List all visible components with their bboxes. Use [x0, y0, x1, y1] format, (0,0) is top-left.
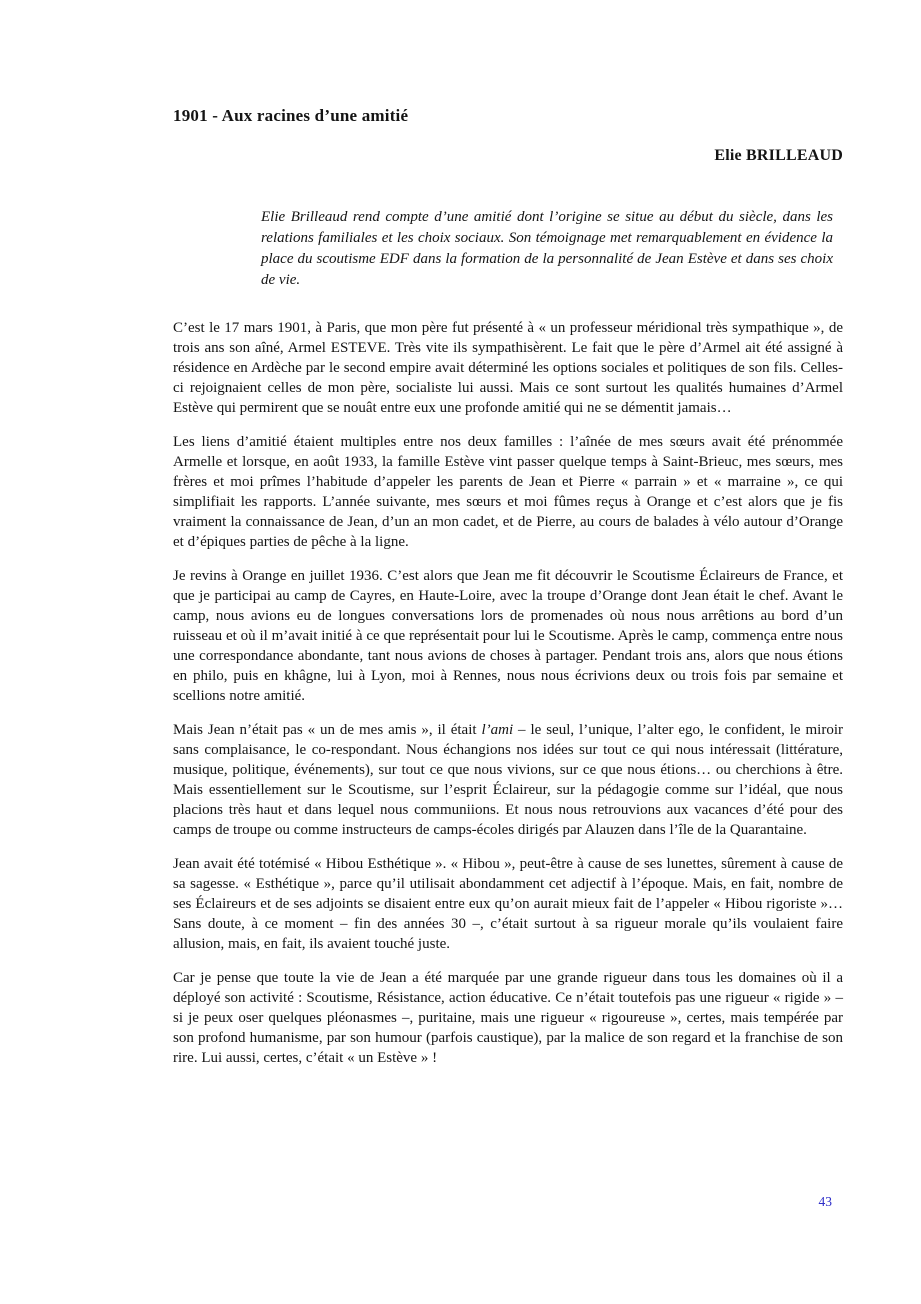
text-run: Je revins à Orange en juillet 1936. C’est alors que Jean me fit découvrir le Scoutisme Éclaireurs de France, et que je participai au camp de Cayres, en Haute-Loire, avec la troupe d’Orange dont Jean était le chef. Avant le camp, nous avions eu de longues conversations lors de promenades où nous nous arrêtions au bord d’un ruisseau et où il m’avait initié à ce que représentait pour lui le Scoutisme. Après le camp, commença entre nous une correspondance abondante, tant nous avions de choses à partager. Pendant trois ans, alors que nous étions en philo, puis en khâgne, lui à Lyon, moi à Rennes, nous nous écrivions deux ou trois fois par semaine et scellions notre amitié.: [173, 568, 843, 704]
paragraph: [173, 854, 843, 954]
abstract-paragraph: Elie Brilleaud rend compte d’une amitié dont l’origine se situe au début du siècle, dans les relations familiales et les choix sociaux. Son témoignage met remarquablement en évidence la place du scoutisme EDF dans la formation de la personnalité de Jean Estève et dans ses choix de vie.: [261, 209, 833, 288]
text-column: [173, 105, 843, 1068]
page-number: 43: [818, 1194, 832, 1209]
text-run: Jean avait été totémisé « Hibou Esthétique ». « Hibou », peut-être à cause de ses lunettes, sûrement à cause de sa sagesse. « Esthétique », parce qu’il utilisait abondamment cet adjectif à l’époque. Mais, en fait, nombre de ses Éclaireurs et de ses adjoints se disaient entre eux qu’on aurait mieux fait de l’appeler « Hibou rigoriste »… Sans doute, à ce moment – fin des années 30 –, c’était surtout à sa rigueur morale qu’ils voulaient faire allusion, mais, en fait, ils avaient touché juste.: [173, 856, 843, 952]
paragraph: [173, 968, 843, 1068]
page-title: 1901 - Aux racines d’une amitié: [173, 106, 409, 125]
text-run: Car je pense que toute la vie de Jean a été marquée par une grande rigueur dans tous les domaines où il a déployé son activité : Scoutisme, Résistance, action éducative. Ce n’était toutefois pas une rigueur « rigide » – si je peux oser quelques pléonasmes –, puritaine, mais une rigueur « rigoureuse », certes, mais tempérée par son profond humanisme, par son humour (parfois caustique), par la malice de son regard et la franchise de son rire. Lui aussi, certes, c’était « un Estève » !: [173, 970, 843, 1066]
author-name: Elie BRILLEAUD: [714, 147, 843, 164]
paragraph: [173, 318, 843, 418]
body-paragraphs: [173, 318, 843, 1068]
text-run: – le seul, l’unique, l’alter ego, le confident, le miroir sans complaisance, le co-respondant. Nous échangions nos idées sur tout ce qui nous intéressait (littérature, musique, politique, événements), sur tout ce que nous vivions, sur ce que nous étions… ou cherchions à être. Mais essentiellement sur le Scoutisme, sur l’esprit Éclaireur, sur la pédagogie comme sur l’idéal, que nous placions très haut et dans lequel nous communiions. Et nous nous retrouvions aux vacances d’été pour des camps de troupe ou comme instructeurs de camps-écoles dirigés par Alauzen dans l’île de la Quarantaine.: [173, 722, 843, 838]
text-run: Mais Jean n’était pas « un de mes amis », il était: [173, 722, 482, 738]
paragraph: [173, 566, 843, 706]
text-run: Les liens d’amitié étaient multiples entre nos deux familles : l’aînée de mes sœurs avait été prénommée Armelle et lorsque, en août 1933, la famille Estève vint passer quelque temps à Saint-Brieuc, mes sœurs, mes frères et moi prîmes l’habitude d’appeler les parents de Jean et Pierre « parrain » et « marraine », ce qui simplifiait les rapports. L’année suivante, mes sœurs et moi fûmes reçus à Orange et c’est alors que je fis vraiment la connaissance de Jean, d’un an mon cadet, et de Pierre, au cours de balades à vélo autour d’Orange et d’épiques parties de pêche à la ligne.: [173, 434, 843, 550]
paragraph: [173, 432, 843, 552]
italic-run: l’ami: [481, 722, 514, 738]
paragraph: [173, 720, 843, 840]
text-run: C’est le 17 mars 1901, à Paris, que mon père fut présenté à « un professeur méridional très sympathique », de trois ans son aîné, Armel ESTEVE. Très vite ils sympathisèrent. Le fait que le père d’Armel ait été assigné à résidence en Ardèche par le second empire avait déterminé les options sociales et politiques de son fils. Celles-ci rejoignaient celles de mon père, socialiste lui aussi. Mais ce sont surtout les qualités humaines d’Armel Estève qui permirent que se nouât entre eux une profonde amitié qui ne se démentit jamais…: [173, 320, 843, 416]
